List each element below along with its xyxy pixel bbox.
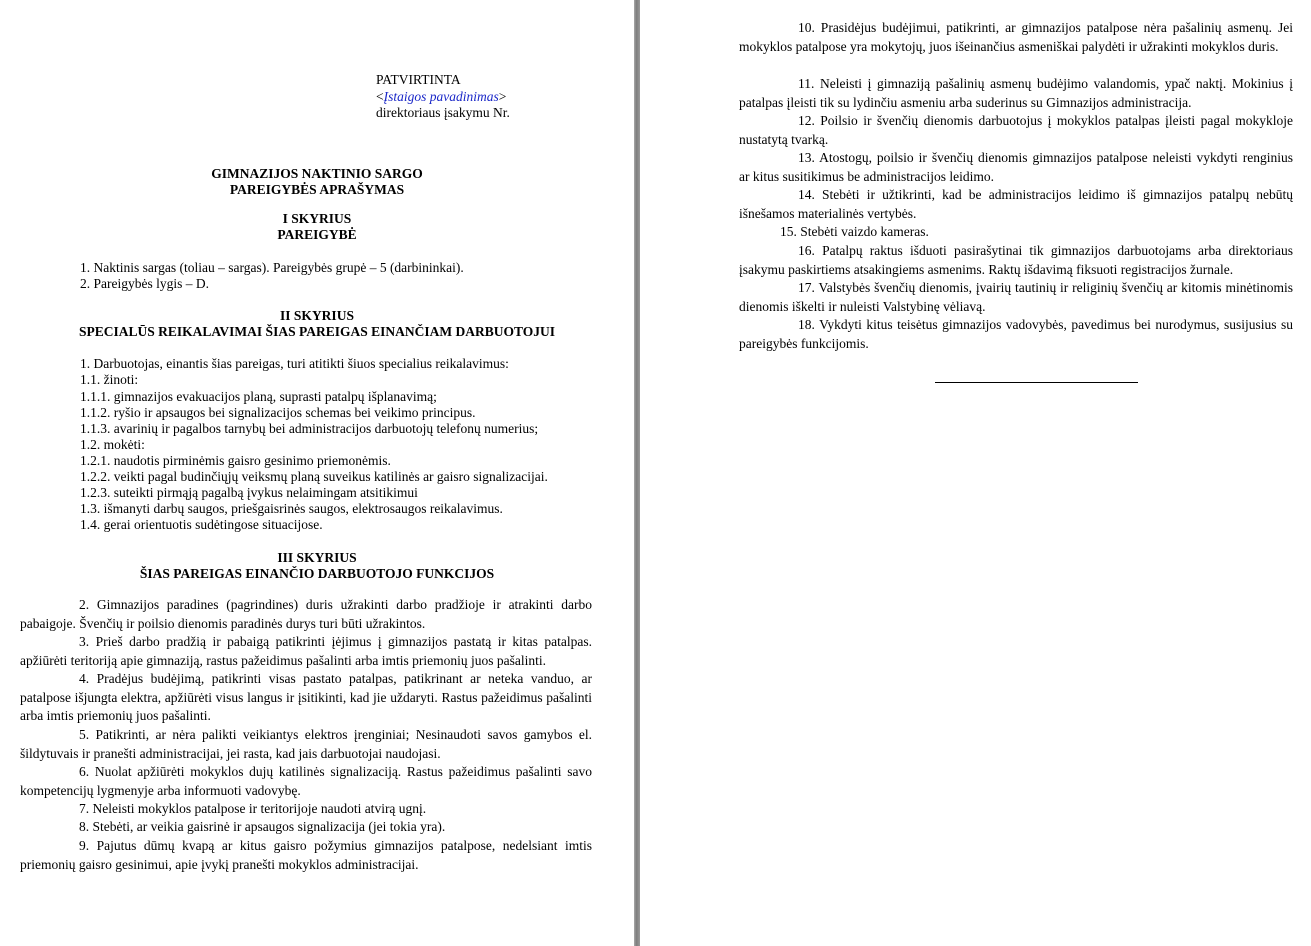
function-paragraph: 15. Stebėti vaizdo kameras. [780, 224, 929, 239]
document-title [0, 166, 634, 198]
chapter-1-item: 2. Pareigybės lygis – D. [80, 276, 209, 291]
title-line-1: GIMNAZIJOS NAKTINIO SARGO [211, 166, 423, 181]
institution-name-link[interactable]: Įstaigos pavadinimas [383, 88, 499, 104]
chapter-2-number: II SKYRIUS [280, 308, 354, 323]
function-paragraph: 12. Poilsio ir švenčių dienomis darbuotojus į mokyklos patalpas įleisti pagal mokykloje nustatytą tvarką. [739, 113, 1293, 147]
end-of-document-line [935, 382, 1138, 383]
chapter-2-name: SPECIALŪS REIKALAVIMAI ŠIAS PAREIGAS EINANČIAM DARBUOTOJUI [79, 324, 555, 339]
function-paragraph: 8. Stebėti, ar veikia gaisrinė ir apsaugos signalizacija (jei tokia yra). [79, 819, 446, 834]
function-paragraph: 2. Gimnazijos paradines (pagrindines) duris užrakinti darbo pradžioje ir atrakinti darbo pabaigoje. Švenčių ir poilsio dienomis paradinės durys turi būti užrakintos. [20, 597, 592, 631]
function-paragraph: 17. Valstybės švenčių dienomis, įvairių tautinių ir religinių švenčių ar kitomis minėtinomis dienomis iškelti ir nuleisti Valstybinę vėliavą. [739, 280, 1293, 314]
function-paragraph: 6. Nuolat apžiūrėti mokyklos dujų katilinės signalizaciją. Rastus pažeidimus pašalinti savo kompetencijų lygmenyje arba informuoti vadovybę. [20, 764, 592, 798]
chapter-2-item: 1.2.3. suteikti pirmąją pagalbą įvykus nelaimingam atsitikimui [80, 485, 418, 500]
function-paragraph: 10. Prasidėjus budėjimui, patikrinti, ar gimnazijos patalpose nėra pašalinių asmenų. Jei mokyklos patalpose yra mokytojų, juos išeinančius asmeniškai palydėti ir užrakinti mokyklos duris. [739, 20, 1293, 54]
chapter-2-item: 1.1.1. gimnazijos evakuacijos planą, suprasti patalpų išplanavimą; [80, 389, 437, 404]
institution-name-field[interactable] [376, 89, 510, 106]
function-paragraph: 18. Vykdyti kitus teisėtus gimnazijos vadovybės, pavedimus bei nurodymus, susijusius su pareigybės funkcijomis. [739, 317, 1293, 351]
function-paragraph: 4. Pradėjus budėjimą, patikrinti visas pastato patalpas, patikrinant ar neteka vanduo, ar patalpose išjungta elektra, apžiūrėti visus langus ir įsitikinti, kad jie uždaryti. Rastus pažeidimus pašalinti arba imtis priemonių juos pašalinti. [20, 671, 592, 723]
chapter-2-item: 1.2. mokėti: [80, 437, 145, 452]
chapter-2-item: 1.1.2. ryšio ir apsaugos bei signalizacijos schemas bei veikimo principus. [80, 405, 476, 420]
function-paragraph: 16. Patalpų raktus išduoti pasirašytinai tik gimnazijos darbuotojams arba direktoriaus įsakymu paskirtiems atsakingiems asmenims. Raktų išdavimą fiksuoti registracijos žurnale. [739, 243, 1293, 277]
function-paragraph: 11. Neleisti į gimnaziją pašalinių asmenų budėjimo valandomis, ypač naktį. Mokinius į patalpas įleisti tik su lydinčiu asmeniu arba suderinus su Gimnazijos administracija. [739, 76, 1293, 110]
bracket-open: < [376, 88, 384, 104]
chapter-2-item: 1.2.2. veikti pagal budinčiųjų veiksmų planą suveikus katilinės ar gaisro signalizacijai. [80, 469, 548, 484]
chapter-3-name: ŠIAS PAREIGAS EINANČIO DARBUOTOJO FUNKCIJOS [139, 566, 495, 581]
chapter-3-number: III SKYRIUS [277, 550, 357, 565]
function-paragraph: 5. Patikrinti, ar nėra palikti veikiantys elektros įrenginiai; Nesinaudoti savos gamybos el. šildytuvais ir pranešti administracijai, jei rasta, kad jais darbuotojai naudojasi. [20, 727, 592, 761]
chapter-2-item: 1.1. žinoti: [80, 372, 139, 387]
function-paragraph: 14. Stebėti ir užtikrinti, kad be administracijos leidimo iš gimnazijos patalpų nebūtų išnešamos materialinės vertybės. [739, 187, 1293, 221]
chapter-2-item: 1.4. gerai orientuotis sudėtingose situacijose. [80, 517, 323, 532]
function-paragraph: 7. Neleisti mokyklos patalpose ir teritorijoje naudoti atvirą ugnį. [79, 801, 427, 816]
approval-block [376, 72, 510, 122]
chapter-1-name: PAREIGYBĖ [277, 227, 357, 242]
chapter-2-item: 1.3. išmanyti darbų saugos, priešgaisrinės saugos, elektrosaugos reikalavimus. [80, 501, 503, 516]
function-paragraph: 9. Pajutus dūmų kvapą ar kitus gaisro požymius gimnazijos patalpose, nedelsiant imtis priemonių gaisro gesinimui, apie įvykį pranešti mokyklos administracijai. [20, 838, 592, 872]
chapter-3-heading [0, 550, 634, 582]
bracket-close: > [498, 88, 507, 104]
function-paragraph: 13. Atostogų, poilsio ir švenčių dienomis gimnazijos patalpose neleisti vykdyti renginius ar kitus susitikimus be administracijos leidimo. [739, 150, 1293, 184]
chapter-1-heading [0, 211, 634, 243]
chapter-2-item: 1.2.1. naudotis pirminėmis gaisro gesinimo priemonėmis. [80, 453, 391, 468]
chapter-2-item: 1.1.3. avarinių ir pagalbos tarnybų bei administracijos darbuotojų telefonų numerius; [80, 421, 539, 436]
chapter-2-heading [0, 308, 634, 340]
chapter-2-item: 1. Darbuotojas, einantis šias pareigas, turi atitikti šiuos specialius reikalavimus: [80, 356, 509, 371]
chapter-1-item: 1. Naktinis sargas (toliau – sargas). Pareigybės grupė – 5 (darbininkai). [80, 260, 464, 275]
chapter-1-number: I SKYRIUS [282, 211, 352, 226]
title-line-2: PAREIGYBĖS APRAŠYMAS [229, 182, 405, 197]
function-paragraph: 3. Prieš darbo pradžią ir pabaigą patikrinti įėjimus į gimnazijos pastatą ir kitas patalpas. apžiūrėti teritoriją apie gimnaziją, rastus pažeidimus pašalinti arba imtis priemonių juos pašalinti. [20, 634, 592, 668]
approval-label: PATVIRTINTA [376, 72, 461, 87]
approval-order-line: direktoriaus įsakymu Nr. [376, 105, 510, 120]
